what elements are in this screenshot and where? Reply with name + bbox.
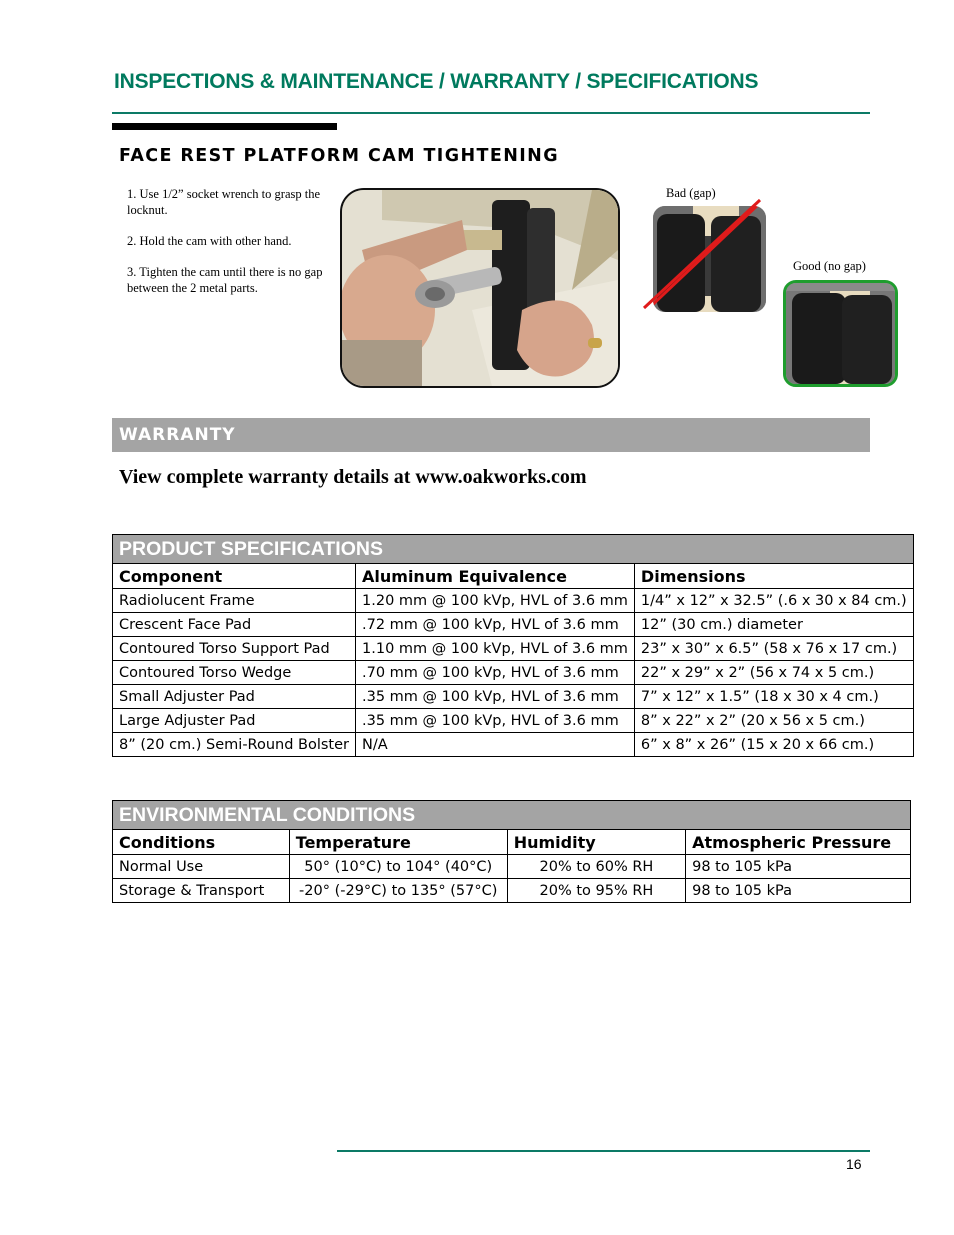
cell: 22” x 29” x 2” (56 x 74 x 5 cm.) xyxy=(634,661,913,685)
cell: 1.20 mm @ 100 kVp, HVL of 3.6 mm xyxy=(356,589,635,613)
cell: Normal Use xyxy=(113,855,290,879)
table-row xyxy=(113,685,914,709)
section-bar xyxy=(112,123,337,130)
header-component: Component xyxy=(113,564,356,589)
footer-rule xyxy=(337,1150,870,1152)
cell: 98 to 105 kPa xyxy=(686,879,911,903)
cell: .35 mm @ 100 kVp, HVL of 3.6 mm xyxy=(356,709,635,733)
cell: Storage & Transport xyxy=(113,879,290,903)
step-2: 2. Hold the cam with other hand. xyxy=(127,234,292,248)
cell: 1/4” x 12” x 32.5” (.6 x 30 x 84 cm.) xyxy=(634,589,913,613)
environmental-conditions-table xyxy=(112,800,911,903)
table-row xyxy=(113,613,914,637)
table-row xyxy=(113,589,914,613)
header-humidity: Humidity xyxy=(507,830,685,855)
cell: Small Adjuster Pad xyxy=(113,685,356,709)
cell: 6” x 8” x 26” (15 x 20 x 66 cm.) xyxy=(634,733,913,757)
bad-strike-line xyxy=(640,196,780,316)
cell: N/A xyxy=(356,733,635,757)
table-row xyxy=(113,879,911,903)
title-rule xyxy=(112,112,870,114)
cell: 50° (10°C) to 104° (40°C) xyxy=(289,855,507,879)
table-row xyxy=(113,637,914,661)
environmental-title: ENVIRONMENTAL CONDITIONS xyxy=(113,801,911,830)
warranty-text: View complete warranty details at www.oakworks.com xyxy=(119,466,587,488)
cell: 98 to 105 kPa xyxy=(686,855,911,879)
table-header-row xyxy=(113,830,911,855)
header-conditions: Conditions xyxy=(113,830,290,855)
cell: .35 mm @ 100 kVp, HVL of 3.6 mm xyxy=(356,685,635,709)
cell: 20% to 95% RH xyxy=(507,879,685,903)
cell: 8” x 22” x 2” (20 x 56 x 5 cm.) xyxy=(634,709,913,733)
cell: 8” (20 cm.) Semi-Round Bolster xyxy=(113,733,356,757)
step-1: 1. Use 1/2” socket wrench to grasp the locknut. xyxy=(127,187,320,217)
table-row xyxy=(113,733,914,757)
cell: -20° (-29°C) to 135° (57°C) xyxy=(289,879,507,903)
cell: 12” (30 cm.) diameter xyxy=(634,613,913,637)
header-atmospheric-pressure: Atmospheric Pressure xyxy=(686,830,911,855)
table-title-row xyxy=(113,801,911,830)
cam-section-heading: FACE REST PLATFORM CAM TIGHTENING xyxy=(119,146,559,166)
table-row xyxy=(113,709,914,733)
cell: Contoured Torso Wedge xyxy=(113,661,356,685)
cell: 1.10 mm @ 100 kVp, HVL of 3.6 mm xyxy=(356,637,635,661)
table-header-row xyxy=(113,564,914,589)
step-3: 3. Tighten the cam until there is no gap between the 2 metal parts. xyxy=(127,265,323,295)
cell: 23” x 30” x 6.5” (58 x 76 x 17 cm.) xyxy=(634,637,913,661)
cam-tightening-photo xyxy=(340,188,620,388)
table-row xyxy=(113,855,911,879)
cell: Large Adjuster Pad xyxy=(113,709,356,733)
warranty-heading: WARRANTY xyxy=(119,425,236,445)
product-specs-title: PRODUCT SPECIFICATIONS xyxy=(113,535,914,564)
header-aluminum-equivalence: Aluminum Equivalence xyxy=(356,564,635,589)
table-title-row xyxy=(113,535,914,564)
cell: 20% to 60% RH xyxy=(507,855,685,879)
product-specifications-table xyxy=(112,534,914,757)
page-number: 16 xyxy=(846,1156,862,1172)
header-dimensions: Dimensions xyxy=(634,564,913,589)
cell: Radiolucent Frame xyxy=(113,589,356,613)
bad-caption: Bad (gap) xyxy=(666,186,716,200)
table-row xyxy=(113,661,914,685)
good-caption: Good (no gap) xyxy=(793,259,866,273)
cell: .72 mm @ 100 kVp, HVL of 3.6 mm xyxy=(356,613,635,637)
cell: 7” x 12” x 1.5” (18 x 30 x 4 cm.) xyxy=(634,685,913,709)
cell: Contoured Torso Support Pad xyxy=(113,637,356,661)
good-no-gap-photo xyxy=(783,280,898,387)
cell: Crescent Face Pad xyxy=(113,613,356,637)
cell: .70 mm @ 100 kVp, HVL of 3.6 mm xyxy=(356,661,635,685)
header-temperature: Temperature xyxy=(289,830,507,855)
page-title: INSPECTIONS & MAINTENANCE / WARRANTY / SPECIFICATIONS xyxy=(114,70,759,93)
